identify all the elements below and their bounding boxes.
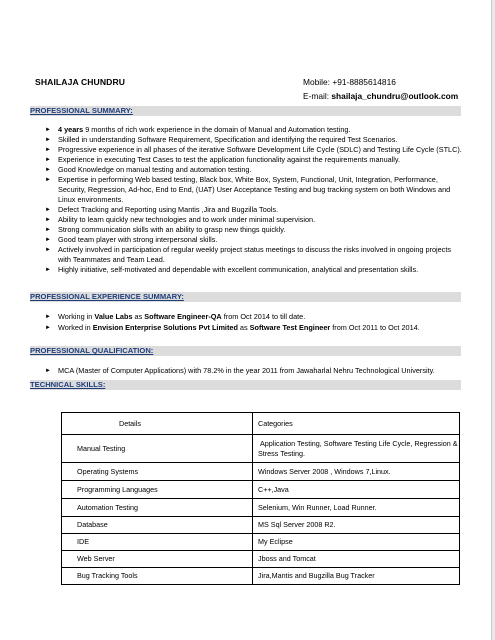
table-row [62,551,460,568]
summary-item [45,125,465,135]
skill-category-cell: Application Testing, Software Testing Life Cycle, Regression & Stress Testing. [253,435,460,463]
skill-category-cell: Selenium, Win Runner, Load Runner. [253,499,460,517]
job-role: Software Test Engineer [249,323,331,332]
technical-skills-table [61,412,460,585]
skill-category-cell: My Eclipse [253,534,460,551]
candidate-name: SHAILAJA CHUNDRU [35,77,126,87]
experience-text: from Oct 2014 to till date. [221,312,306,321]
experience-list [45,312,465,333]
summary-item-text: Ability to learn quickly new technologies and to work under minimal supervision. [58,215,316,224]
table-row [62,463,460,481]
qualification-list [45,366,465,376]
summary-item-text: Actively involved in participation of regular weekly project status meetings to discuss the risks involved in ongoing projects with Teammates and Team Lead. [58,245,452,264]
skill-category-cell: Jira,Mantis and Bugzilla Bug Tracker [253,568,460,585]
summary-item [45,205,465,215]
bullet-icon: ► [45,147,51,153]
email-label: E-mail: [303,91,332,101]
summary-item-text: 9 months of rich work experience in the domain of Manual and Automation testing. [83,125,351,134]
summary-item-text: Strong communication skills with an ability to grasp new things quickly. [58,225,286,234]
summary-item [45,165,465,175]
summary-item [45,245,465,265]
summary-item-text: Skilled in understanding Software Requirement, Specification and identifying the required Test Scenarios. [58,135,398,144]
summary-item-text: Highly initiative, self-motivated and dependable with excellent communication, analytical and presentation skills. [58,265,419,274]
skill-category-cell: C++,Java [253,481,460,499]
table-row [62,568,460,585]
section-experience-summary: PROFESSIONAL EXPERIENCE SUMMARY: [30,292,461,302]
header-cell-details: Details [62,413,253,435]
summary-item-text: Good team player with strong interpersonal skills. [58,235,218,244]
skill-detail-cell: Automation Testing [62,499,253,517]
bullet-icon: ► [45,157,51,163]
summary-item [45,225,465,235]
summary-item [45,135,465,145]
bullet-icon: ► [45,227,51,233]
summary-item-text: Defect Tracking and Reporting using Mantis ,Jira and Bugzilla Tools. [58,205,279,214]
experience-text: Working in [58,312,95,321]
table-header-row [62,413,460,435]
skill-detail-cell: Web Server [62,551,253,568]
summary-list [45,125,465,275]
summary-item [45,215,465,225]
table-row [62,534,460,551]
bullet-icon: ► [45,237,51,243]
summary-item-text: Good Knowledge on manual testing and automation testing. [58,165,252,174]
summary-item [45,235,465,245]
skill-category-cell: Windows Server 2008 , Windows 7,Linux. [253,463,460,481]
summary-item [45,265,465,275]
bullet-icon: ► [45,127,51,133]
experience-text: Worked in [58,323,93,332]
skill-detail-cell: Operating Systems [62,463,253,481]
qualification-item [45,366,465,376]
summary-item [45,155,465,165]
bullet-icon: ► [45,247,51,253]
experience-text: as [132,312,145,321]
summary-item [45,145,465,155]
bullet-icon: ► [45,207,51,213]
bullet-icon: ► [45,167,51,173]
summary-item-bold: 4 years [58,125,84,134]
email-address: shailaja_chundru@outlook.com [331,91,459,101]
skill-category-cell: MS Sql Server 2008 R2. [253,517,460,534]
section-professional-summary: PROFESSIONAL SUMMARY: [30,106,461,116]
skill-category-cell: Jboss and Tomcat [253,551,460,568]
header-cell-categories: Categories [253,413,460,435]
table-row [62,499,460,517]
company-name: Value Labs [94,312,133,321]
bullet-icon: ► [45,314,51,320]
bullet-icon: ► [45,217,51,223]
skill-detail-cell: IDE [62,534,253,551]
experience-item [45,323,465,333]
table-row [62,481,460,499]
bullet-icon: ► [45,177,51,183]
experience-text: from Oct 2011 to Oct 2014. [330,323,420,332]
skill-detail-cell: Bug Tracking Tools [62,568,253,585]
section-qualification: PROFESSIONAL QUALIFICATION: [30,346,461,356]
summary-item [45,175,465,205]
section-technical-skills: TECHNICAL SKILLS: [30,380,461,390]
job-role: Software Engineer-QA [144,312,222,321]
skill-detail-cell: Database [62,517,253,534]
bullet-icon: ► [45,137,51,143]
skill-detail-cell: Manual Testing [62,435,253,463]
experience-text: as [237,323,250,332]
skill-detail-cell: Programming Languages [62,481,253,499]
summary-item-text: Expertise in performing Web based testing, Black box, White Box, System, Functional, Unit, Integration, Performance, Security, Regression, Ad-hoc, End to End, (UAT) User Acceptance Testing and bug tracking system on both Windows and Linux environments. [58,175,451,204]
table-row [62,517,460,534]
company-name: Envision Enterprise Solutions Pvt Limited [92,323,238,332]
summary-item-text: Progressive experience in all phases of the iterative Software Development Life Cycle (SDLC) and Testing Life Cycle (STLC). [58,145,462,154]
email-line [303,91,458,101]
bullet-icon: ► [45,325,51,331]
bullet-icon: ► [45,267,51,273]
summary-item-text: Experience in executing Test Cases to test the application functionality against the requirements manually. [58,155,401,164]
bullet-icon: ► [45,368,51,374]
experience-item [45,312,465,322]
qualification-text: MCA (Master of Computer Applications) with 78.2% in the year 2011 from Jawaharlal Nehru Technological University. [58,366,435,375]
mobile-number: Mobile: +91-8885614816 [303,77,396,87]
table-row [62,435,460,463]
